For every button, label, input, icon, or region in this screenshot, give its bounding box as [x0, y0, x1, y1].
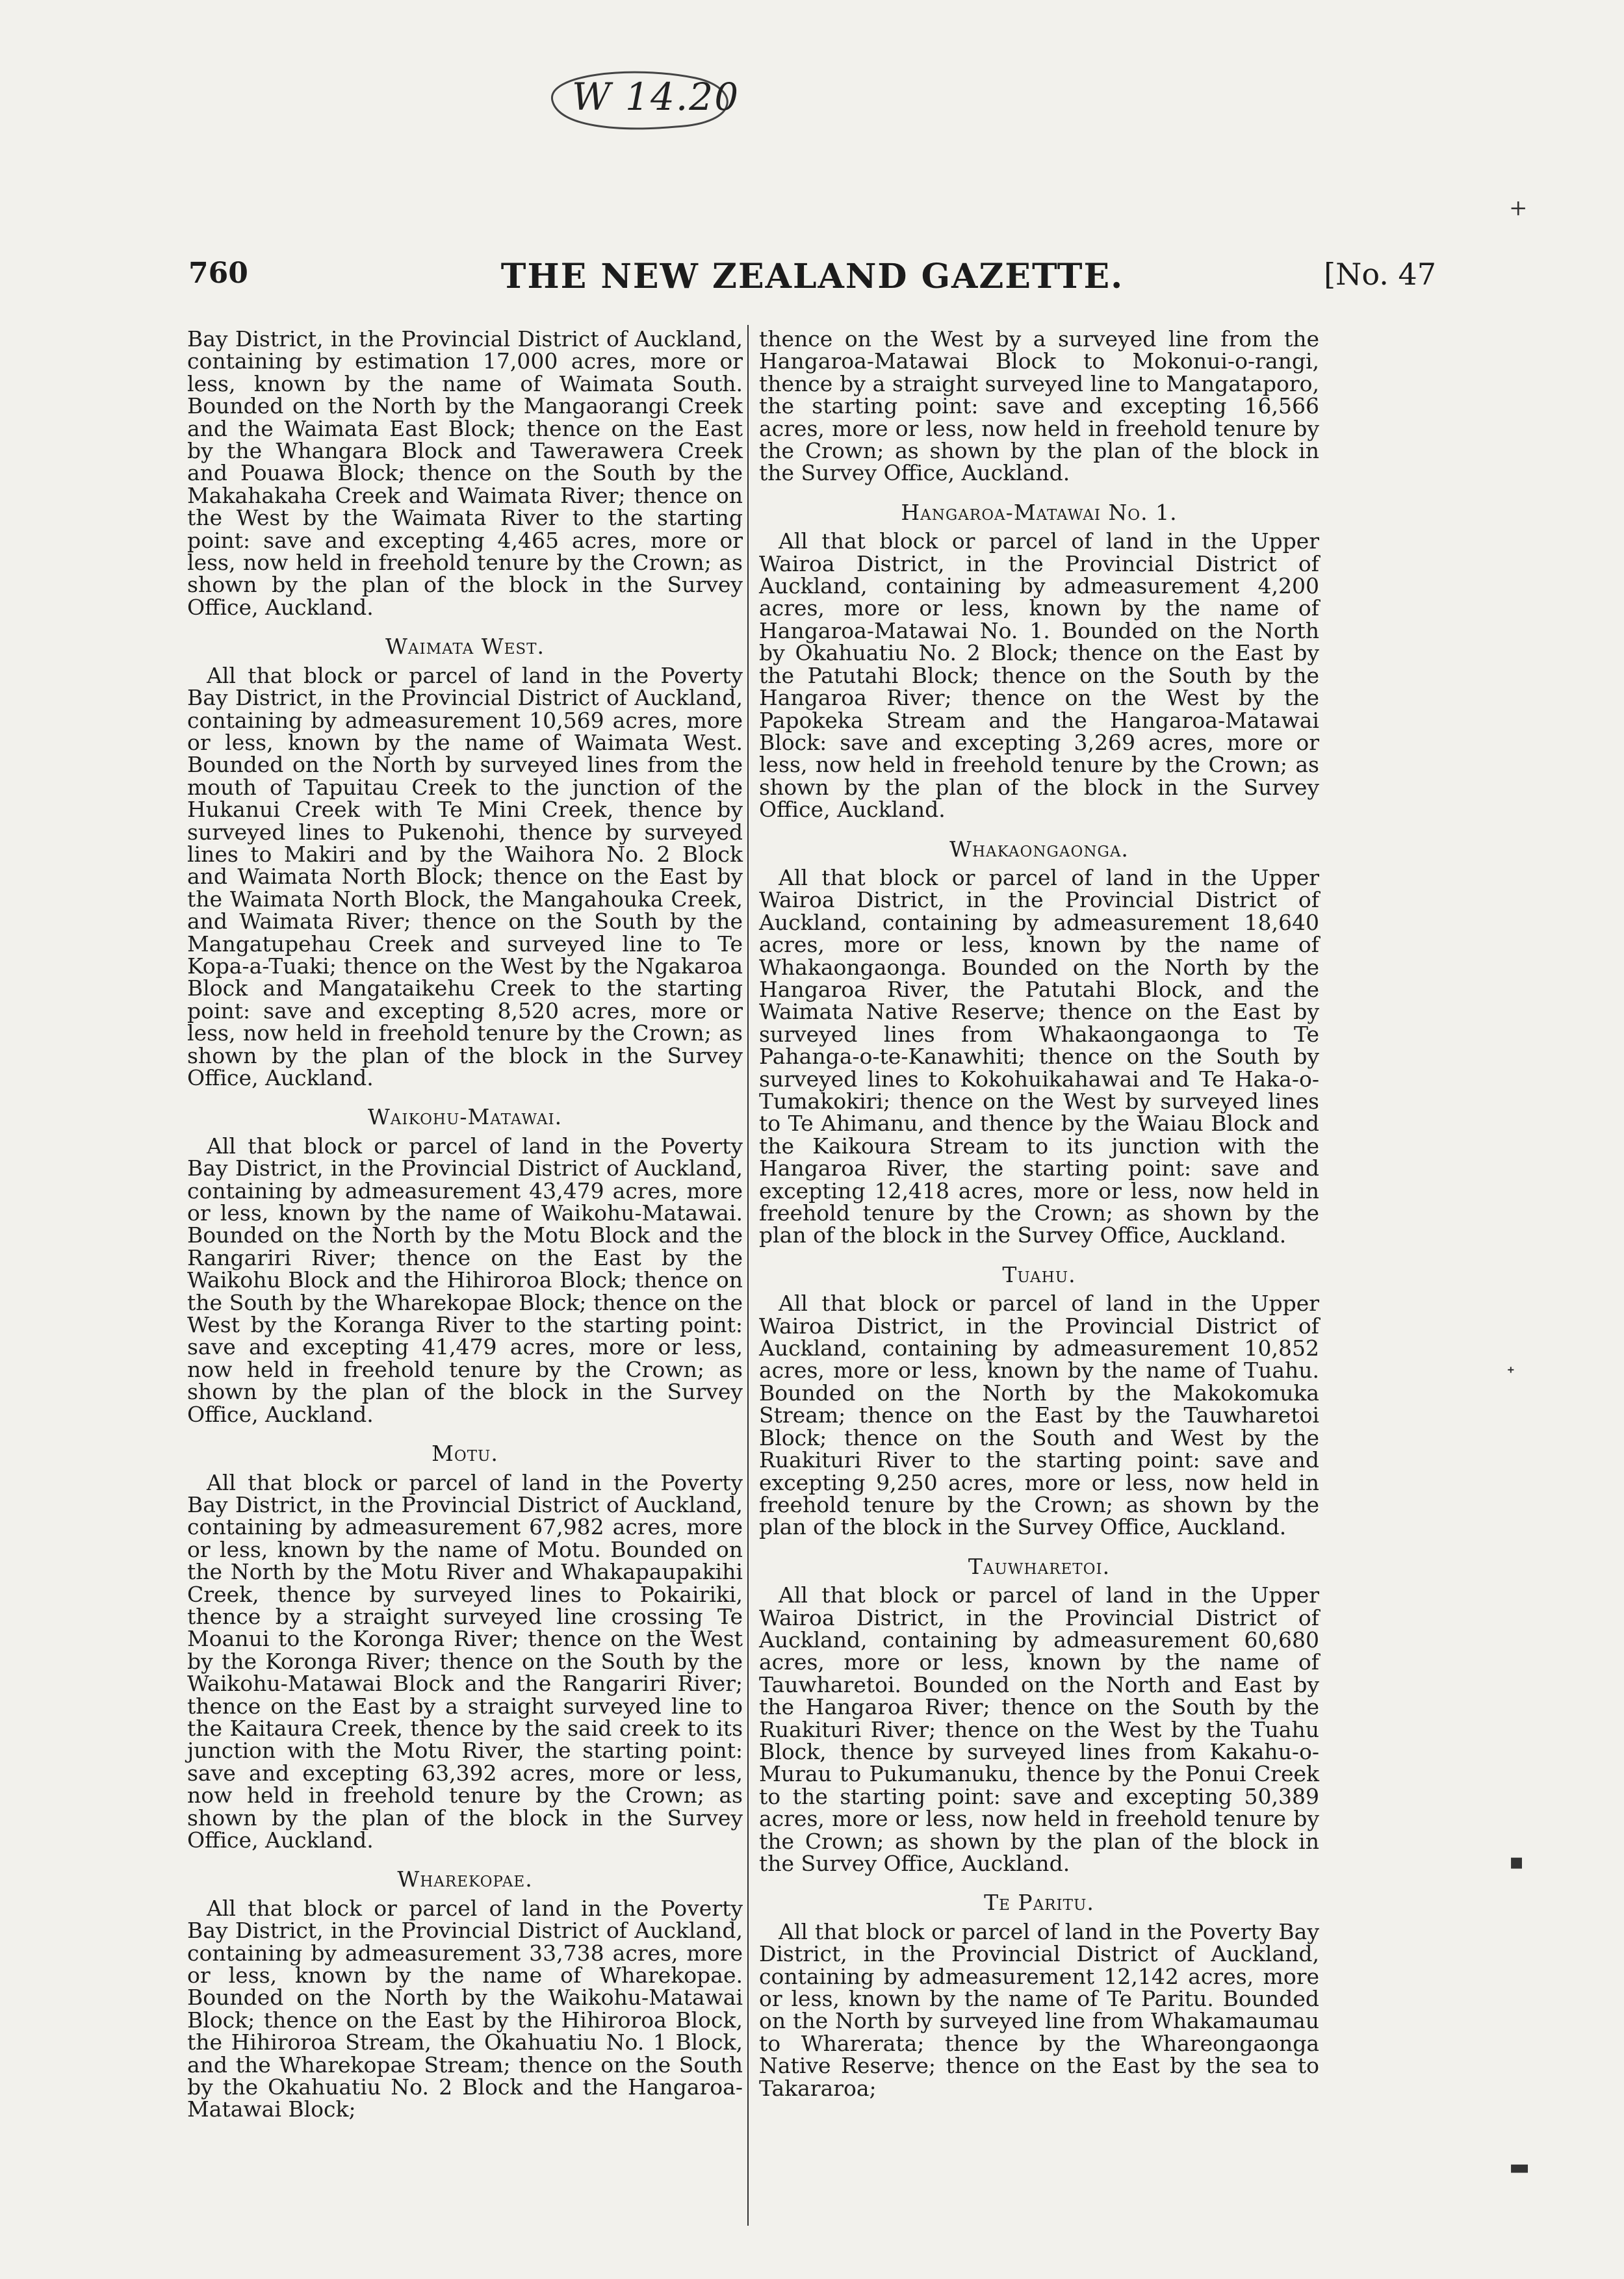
section-paragraph: All that block or parcel of land in the Poverty Bay District, in the Provincial District of Auckland, containing by admeasurement 12,142 acres, more or less, known by the name of Te Paritu. Bounded on the North by surveyed line from Whakamaumau to Wharerata; thence by the Whareongaonga Native Reserve; thence on the East by the sea to Takararoa;: [759, 1918, 1319, 2101]
section-heading: Te Paritu.: [984, 1890, 1094, 1916]
margin-mark: ᐩ: [1506, 1361, 1515, 1387]
continuation-paragraph: Bay District, in the Provincial District of Auckland, containing by estimation 17,000 acres, more or less, known by the name of Waimata South. Bounded on the North by the Mangaorangi Creek and the Waimata East Block; thence on the East by the Whangara Block and Tawerawera Creek and Pouawa Block; thence on the South by the Makahakaha Creek and Waimata River; thence on the West by the Waimata River to the starting point: save and excepting 4,465 acres, more or less, now held in freehold tenure by the Crown; as shown by the plan of the block in the Survey Office, Auckland.: [187, 326, 743, 620]
handwritten-text: W 14.20: [572, 75, 740, 119]
section-paragraph: All that block or parcel of land in the Upper Wairoa District, in the Provincial District of Auckland, containing by admeasurement 10,852 acres, more or less, known by the name of Tuahu. Bounded on the North by the Makokomuka Stream; thence on the East by the Tauwharetoi Block; thence on the South and West by the Ruakituri River to the starting point: save and excepting 9,250 acres, more or less, now held in freehold tenure by the Crown; as shown by the plan of the block in the Survey Office, Auckland.: [759, 1291, 1319, 1540]
right-column: [759, 328, 1319, 2100]
section-paragraph: All that block or parcel of land in the Poverty Bay District, in the Provincial District of Auckland, containing by admeasurement 67,982 acres, more or less, known by the name of Motu. Bounded on the North by the Motu River and Whakapaupakihi Creek, thence by surveyed lines to Pokairiki, thence by a straight surveyed line crossing Te Moanui to the Koronga River; thence on the West by the Koronga River; thence on the South by the Waikohu-Matawai Block and the Rangariri River; thence on the East by a straight surveyed line to the Kaitaura Creek, thence by the said creek to its junction with the Motu River, the starting point: save and excepting 63,392 acres, more or less, now held in freehold tenure by the Crown; as shown by the plan of the block in the Survey Office, Auckland.: [187, 1469, 743, 1853]
section-paragraph: All that block or parcel of land in the Upper Wairoa District, in the Provincial District of Auckland, containing by admeasurement 60,680 acres, more or less, known by the name of Tauwharetoi. Bounded on the North and East by the Hangaroa River; thence on the South by the Ruakituri River; thence on the West by the Tuahu Block, thence by surveyed lines from Kakahu-o-Murau to Pukumanuku, thence by the Ponui Creek to the starting point: save and excepting 50,389 acres, more or less, now held in freehold tenure by the Crown; as shown by the plan of the block in the Survey Office, Auckland.: [759, 1582, 1319, 1876]
section-paragraph: All that block or parcel of land in the Upper Wairoa District, in the Provincial District of Auckland, containing by admeasurement 18,640 acres, more or less, known by the name of Whakaongaonga. Bounded on the North by the Hangaroa River, the Patutahi Block, and the Waimata Native Reserve; thence on the East by surveyed lines from Whakaongaonga to Te Pahanga-o-te-Kanawhiti; thence on the South by surveyed lines to Kokohuikahawai and Te Haka-o-Tumakokiri; thence on the West by surveyed lines to Te Ahimanu, and thence by the Waiau Block and the Kaikoura Stream to its junction with the Hangaroa River, the starting point: save and excepting 12,418 acres, more or less, now held in freehold tenure by the Crown; as shown by the plan of the block in the Survey Office, Auckland.: [759, 864, 1319, 1248]
section-paragraph: All that block or parcel of land in the Upper Wairoa District, in the Provincial District of Auckland, containing by admeasurement 4,200 acres, more or less, known by the name of Hangaroa-Matawai No. 1. Bounded on the North by Okahuatiu No. 2 Block; thence on the East by the Patutahi Block; thence on the South by the Hangaroa River; thence on the West by the Papokeka Stream and the Hangaroa-Matawai Block: save and excepting 3,269 acres, more or less, now held in freehold tenure by the Crown; as shown by the plan of the block in the Survey Office, Auckland.: [759, 528, 1319, 823]
section-heading: Tuahu.: [1002, 1261, 1076, 1287]
margin-mark: ▬: [1509, 2154, 1530, 2180]
left-column: [187, 328, 743, 2121]
continuation-paragraph: thence on the West by a surveyed line from the Hangaroa-Matawai Block to Mokonui-o-rangi, thence by a straight surveyed line to Mangataporo, the starting point: save and excepting 16,566 acres, more or less, now held in freehold tenure by the Crown; as shown by the plan of the block in the Survey Office, Auckland.: [759, 326, 1319, 486]
page-number: 760: [188, 257, 248, 290]
column-divider: [747, 325, 749, 2226]
issue-number: [No. 47: [1324, 257, 1436, 292]
section-heading: Wharekopae.: [397, 1866, 533, 1892]
page-header: [188, 257, 1436, 315]
section-heading: Tauwharetoi.: [968, 1553, 1111, 1579]
section-paragraph: All that block or parcel of land in the Poverty Bay District, in the Provincial District of Auckland, containing by admeasurement 33,738 acres, more or less, known by the name of Wharekopae. Bounded on the North by the Waikohu-Matawai Block; thence on the East by the Hihiroroa Block, the Hihiroroa Stream, the Okahuatiu No. 1 Block, and the Wharekopae Stream; thence on the South by the Okahuatiu No. 2 Block and the Hangaroa-Matawai Block;: [187, 1895, 743, 2122]
section-heading: Waimata West.: [385, 634, 545, 660]
publication-title: THE NEW ZEALAND GAZETTE.: [500, 257, 1124, 296]
section-heading: Motu.: [432, 1441, 498, 1467]
section-heading: Waikohu-Matawai.: [367, 1104, 563, 1130]
section-heading: Whakaongaonga.: [949, 836, 1129, 862]
section-paragraph: All that block or parcel of land in the Poverty Bay District, in the Provincial District of Auckland, containing by admeasurement 10,569 acres, more or less, known by the name of Waimata West. Bounded on the North by surveyed lines from the mouth of Tapuitau Creek to the junction of the Hukanui Creek with Te Mini Creek, thence by surveyed lines to Pukenohi, thence by surveyed lines to Makiri and by the Waihora No. 2 Block and Waimata North Block; thence on the East by the Waimata North Block, the Mangahouka Creek, and Waimata River; thence on the South by the Mangatupehau Creek and surveyed line to Te Kopa-a-Tuaki; thence on the West by the Ngakaroa Block and Mangataikehu Creek to the starting point: save and excepting 8,520 acres, more or less, now held in freehold tenure by the Crown; as shown by the plan of the block in the Survey Office, Auckland.: [187, 662, 743, 1090]
handwritten-annotation: [533, 62, 747, 140]
section-heading: Hangaroa-Matawai No. 1.: [901, 499, 1178, 525]
margin-mark: +: [1509, 195, 1528, 221]
section-paragraph: All that block or parcel of land in the Poverty Bay District, in the Provincial District of Auckland, containing by admeasurement 43,479 acres, more or less, known by the name of Waikohu-Matawai. Bounded on the North by the Motu Block and the Rangariri River; thence on the East by the Waikohu Block and the Hihiroroa Block; thence on the South by the Wharekopae Block; thence on the West by the Koranga River to the starting point: save and excepting 41,479 acres, more or less, now held in freehold tenure by the Crown; as shown by the plan of the block in the Survey Office, Auckland.: [187, 1133, 743, 1427]
margin-mark: ▪: [1509, 1849, 1525, 1875]
